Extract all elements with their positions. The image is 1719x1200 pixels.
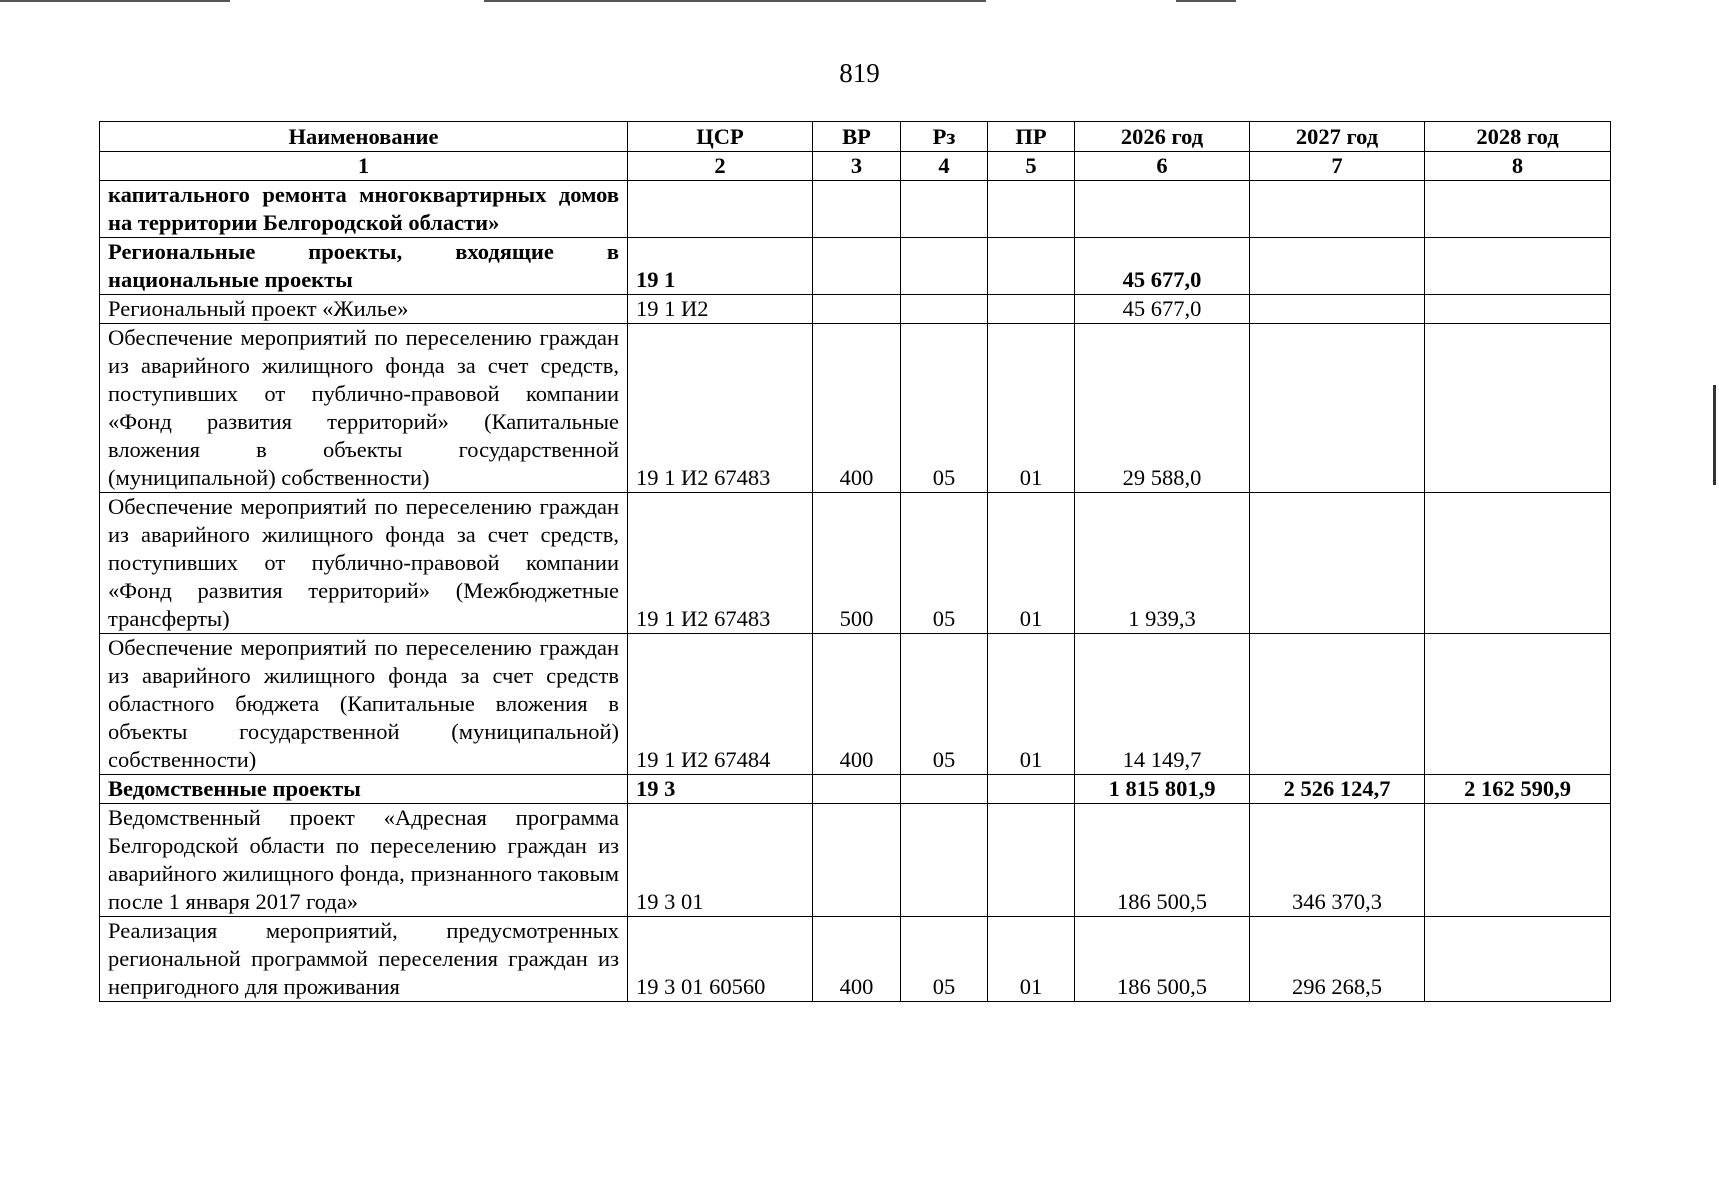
row-2027	[1250, 181, 1425, 238]
row-2027	[1250, 324, 1425, 493]
row-name: Реализация мероприятий, предусмотренных региональной программой переселения граждан из непригодного для проживания	[100, 917, 628, 1002]
table-row	[100, 181, 1611, 238]
row-2028	[1425, 917, 1611, 1002]
table-row	[100, 295, 1611, 324]
row-2028: 2 162 590,9	[1425, 775, 1611, 804]
row-2027: 296 268,5	[1250, 917, 1425, 1002]
row-rz	[901, 775, 988, 804]
column-number: 7	[1250, 152, 1425, 181]
row-vr: 400	[813, 917, 901, 1002]
row-2026: 45 677,0	[1075, 295, 1250, 324]
row-rz	[901, 181, 988, 238]
header-name: Наименование	[100, 122, 628, 152]
row-2026: 14 149,7	[1075, 634, 1250, 775]
row-rz	[901, 238, 988, 295]
table-row	[100, 324, 1611, 493]
row-pr	[988, 775, 1075, 804]
table-row	[100, 238, 1611, 295]
header-2026: 2026 год	[1075, 122, 1250, 152]
table-row	[100, 775, 1611, 804]
row-2028	[1425, 181, 1611, 238]
column-number: 8	[1425, 152, 1611, 181]
column-number: 1	[100, 152, 628, 181]
row-2027: 346 370,3	[1250, 804, 1425, 917]
row-pr	[988, 181, 1075, 238]
row-csr: 19 3	[628, 775, 813, 804]
row-2028	[1425, 804, 1611, 917]
row-pr	[988, 804, 1075, 917]
column-number: 2	[628, 152, 813, 181]
row-2028	[1425, 634, 1611, 775]
row-name: Ведомственные проекты	[100, 775, 628, 804]
row-vr	[813, 181, 901, 238]
row-rz	[901, 804, 988, 917]
row-pr: 01	[988, 324, 1075, 493]
row-pr	[988, 295, 1075, 324]
scan-edge-line	[1176, 0, 1236, 2]
row-csr: 19 1 И2 67483	[628, 493, 813, 634]
row-rz: 05	[901, 493, 988, 634]
row-name: Обеспечение мероприятий по переселению граждан из аварийного жилищного фонда за счет средств, поступивших от публично-правовой компании «Фонд развития территорий» (Капитальные вложения в объекты государственной (муниципальной) собственности)	[100, 324, 628, 493]
table-row	[100, 634, 1611, 775]
row-csr	[628, 181, 813, 238]
row-vr: 400	[813, 324, 901, 493]
header-vr: ВР	[813, 122, 901, 152]
row-2026: 1 939,3	[1075, 493, 1250, 634]
table-row	[100, 917, 1611, 1002]
header-pr: ПР	[988, 122, 1075, 152]
row-2028	[1425, 493, 1611, 634]
budget-table	[99, 121, 1611, 1002]
row-2027	[1250, 238, 1425, 295]
row-pr	[988, 238, 1075, 295]
header-2027: 2027 год	[1250, 122, 1425, 152]
row-csr: 19 3 01	[628, 804, 813, 917]
column-number-row	[100, 152, 1611, 181]
row-rz	[901, 295, 988, 324]
column-number: 3	[813, 152, 901, 181]
row-vr	[813, 804, 901, 917]
row-csr: 19 3 01 60560	[628, 917, 813, 1002]
row-2028	[1425, 295, 1611, 324]
row-csr: 19 1 И2	[628, 295, 813, 324]
page-number: 819	[839, 58, 880, 88]
row-2028	[1425, 324, 1611, 493]
row-rz: 05	[901, 324, 988, 493]
row-vr: 500	[813, 493, 901, 634]
row-pr: 01	[988, 493, 1075, 634]
scan-edge-mark	[1713, 385, 1716, 485]
row-2027	[1250, 634, 1425, 775]
row-name: Ведомственный проект «Адресная программа Белгородской области по переселению граждан из аварийного жилищного фонда, признанного таковым после 1 января 2017 года»	[100, 804, 628, 917]
scan-edge-line	[0, 0, 230, 2]
row-name: Обеспечение мероприятий по переселению граждан из аварийного жилищного фонда за счет средств областного бюджета (Капитальные вложения в объекты государственной (муниципальной) собственности)	[100, 634, 628, 775]
row-name: Региональные проекты, входящие в национальные проекты	[100, 238, 628, 295]
row-2028	[1425, 238, 1611, 295]
row-csr: 19 1 И2 67484	[628, 634, 813, 775]
row-2026: 1 815 801,9	[1075, 775, 1250, 804]
row-pr: 01	[988, 917, 1075, 1002]
row-csr: 19 1	[628, 238, 813, 295]
row-2026: 29 588,0	[1075, 324, 1250, 493]
row-name: капитального ремонта многоквартирных домов на территории Белгородской области»	[100, 181, 628, 238]
row-2027: 2 526 124,7	[1250, 775, 1425, 804]
row-vr	[813, 775, 901, 804]
row-vr	[813, 238, 901, 295]
header-rz: Рз	[901, 122, 988, 152]
row-2026: 45 677,0	[1075, 238, 1250, 295]
row-rz: 05	[901, 634, 988, 775]
row-2026: 186 500,5	[1075, 917, 1250, 1002]
column-number: 4	[901, 152, 988, 181]
row-csr: 19 1 И2 67483	[628, 324, 813, 493]
table-header-row	[100, 122, 1611, 152]
row-2026: 186 500,5	[1075, 804, 1250, 917]
scan-edge-line	[484, 0, 986, 2]
table-row	[100, 804, 1611, 917]
column-number: 5	[988, 152, 1075, 181]
header-csr: ЦСР	[628, 122, 813, 152]
row-vr	[813, 295, 901, 324]
column-number: 6	[1075, 152, 1250, 181]
row-rz: 05	[901, 917, 988, 1002]
row-2026	[1075, 181, 1250, 238]
header-2028: 2028 год	[1425, 122, 1611, 152]
row-2027	[1250, 295, 1425, 324]
row-2027	[1250, 493, 1425, 634]
row-name: Региональный проект «Жилье»	[100, 295, 628, 324]
row-vr: 400	[813, 634, 901, 775]
table-row	[100, 493, 1611, 634]
row-pr: 01	[988, 634, 1075, 775]
row-name: Обеспечение мероприятий по переселению граждан из аварийного жилищного фонда за счет средств, поступивших от публично-правовой компании «Фонд развития территорий» (Межбюджетные трансферты)	[100, 493, 628, 634]
